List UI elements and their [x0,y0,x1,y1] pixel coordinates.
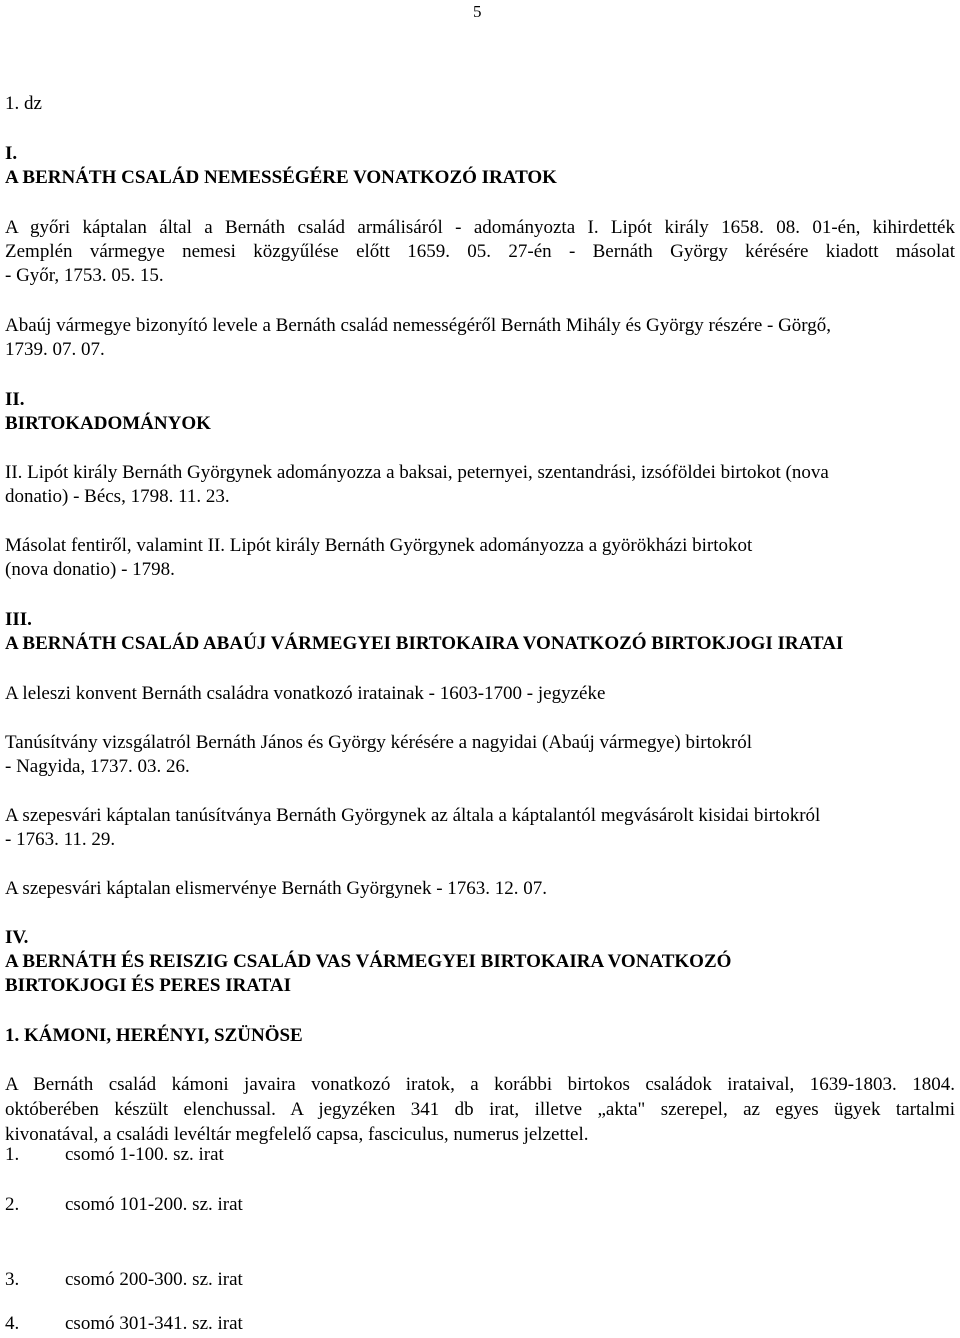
list-item-text: csomó 101-200. sz. irat [65,1194,243,1215]
paragraph-line: Tanúsítvány vizsgálatról Bernáth János és György kérésére a nagyidai (Abaúj vármegye) birtokról [5,732,753,753]
paragraph-line: Zemplén vármegye nemesi közgyűlése előtt 1659. 05. 27-én - Bernáth György kérésére kiadott másolat [5,241,955,262]
section-2-title: BIRTOKADOMÁNYOK [5,413,211,434]
paragraph-line: A leleszi konvent Bernáth családra vonatkozó iratainak - 1603-1700 - jegyzéke [5,683,606,704]
list-item-number: 1. [5,1144,20,1165]
paragraph-line: A győri káptalan által a Bernáth család armálisáról - adományozta I. Lipót király 1658. 08. 01-én, kihirdették [5,217,955,238]
paragraph-line: donatio) - Bécs, 1798. 11. 23. [5,486,230,507]
paragraph-line: II. Lipót király Bernáth Györgynek adományozza a baksai, peternyei, szentandrási, izsóföldei birtokot (nova [5,462,829,483]
paragraph-line: A szepesvári káptalan tanúsítványa Bernáth Györgynek az általa a káptalantól megvásárolt kisidai birtokról [5,805,821,826]
list-item [5,1143,224,1167]
paragraph-line: - Nagyida, 1737. 03. 26. [5,756,190,777]
subsection-heading: 1. KÁMONI, HERÉNYI, SZÜNÖSE [5,1025,303,1046]
section-2-numeral: II. [5,389,25,410]
paragraph-line: (nova donatio) - 1798. [5,559,175,580]
list-item-number: 4. [5,1313,20,1334]
list-item-number: 2. [5,1194,20,1215]
paragraph-line: - Győr, 1753. 05. 15. [5,265,164,286]
section-4-title-line-2: BIRTOKJOGI ÉS PERES IRATAI [5,975,291,996]
paragraph-line: októberében készült elenchussal. A jegyzéken 341 db irat, illetve „akta" szerepel, az egyes ügyek tartalmi [5,1099,955,1120]
list-item-text: csomó 301-341. sz. irat [65,1313,243,1334]
section-1-numeral: I. [5,143,18,164]
list-item-number: 3. [5,1269,20,1290]
paragraph-line: 1739. 07. 07. [5,339,105,360]
list-item [5,1268,243,1292]
list-item [5,1193,243,1217]
section-1-title: A BERNÁTH CSALÁD NEMESSÉGÉRE VONATKOZÓ IRATOK [5,167,557,188]
list-item-text: csomó 1-100. sz. irat [65,1144,224,1165]
section-4-title-line-1: A BERNÁTH ÉS REISZIG CSALÁD VAS VÁRMEGYEI BIRTOKAIRA VONATKOZÓ [5,951,732,972]
section-4-numeral: IV. [5,927,29,948]
section-3-title: A BERNÁTH CSALÁD ABAÚJ VÁRMEGYEI BIRTOKAIRA VONATKOZÓ BIRTOKJOGI IRATAI [5,633,844,654]
paragraph-line: Másolat fentiről, valamint II. Lipót király Bernáth Györgynek adományozza a györökházi birtokot [5,535,753,556]
paragraph-line: A szepesvári káptalan elismervénye Bernáth Györgynek - 1763. 12. 07. [5,878,548,899]
paragraph-line: kivonatával, a családi levéltár megfelelő capsa, fasciculus, numerus jelzettel. [5,1124,589,1145]
list-item-text: csomó 200-300. sz. irat [65,1269,243,1290]
list-item [5,1312,243,1336]
chapter-heading: 1. dz [5,93,42,114]
paragraph-line: - 1763. 11. 29. [5,829,116,850]
page-number: 5 [473,2,482,21]
paragraph-line: Abaúj vármegye bizonyító levele a Bernáth család nemességéről Bernáth Mihály és György részére - Görgő, [5,315,832,336]
section-3-numeral: III. [5,609,32,630]
paragraph-line: A Bernáth család kámoni javaira vonatkozó iratok, a korábbi birtokos családok irataival, 1639-1803. 1804. [5,1074,955,1095]
